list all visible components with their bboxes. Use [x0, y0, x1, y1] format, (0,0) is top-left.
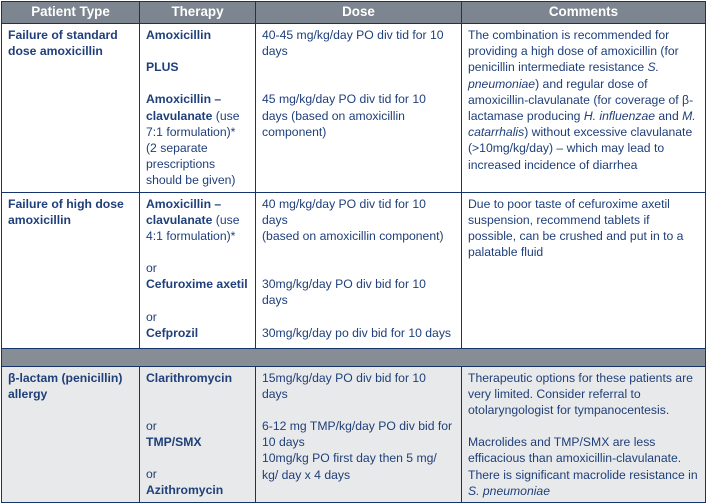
separator-cell	[2, 348, 706, 366]
table-row	[2, 24, 706, 193]
table-row	[2, 192, 706, 348]
comment-italic: M. catarrhalis	[468, 109, 696, 140]
header-patient-type: Patient Type	[2, 2, 140, 24]
dose-cell	[256, 192, 462, 348]
patient-cell	[2, 24, 140, 193]
comment-cell	[462, 366, 706, 502]
comment-cell	[462, 24, 706, 193]
therapy-name: Amoxicillin – clavulanate	[146, 196, 222, 227]
dose-text: 30mg/kg/day po div bid for 10 days	[262, 325, 452, 340]
header-dose: Dose	[256, 2, 462, 24]
comment-text: ) without excessive clavulanate (>10mg/kg/day) – which may lead to increased incidence of diarrhea	[468, 125, 693, 172]
comment-italic: S. pneumoniae	[468, 483, 550, 498]
comment-cell	[462, 192, 706, 348]
plus-label: PLUS	[146, 60, 179, 75]
dose-text: 30mg/kg/day PO div bid for 10 days	[262, 277, 426, 308]
or-label: or	[146, 467, 157, 482]
therapy-name: Azithromycin	[146, 483, 224, 498]
dose-cell	[256, 366, 462, 502]
therapy-note: (use 7:1 formulation)* (2 separate prescriptions should be given)	[146, 108, 240, 188]
therapy-note: (use 4:1 formulation)*	[146, 212, 240, 244]
dose-text: 6-12 mg TMP/kg/day PO div bid for 10 days	[262, 419, 453, 450]
comment-text: Macrolides and TMP/SMX are less efficacious than amoxicillin-clavulanate. There is significant macrolide resistance in	[468, 435, 698, 482]
patient-cell	[2, 366, 140, 502]
comment-text: Therapeutic options for these patients are very limited. Consider referral to otolaryngologist for tympanocentesis.	[468, 370, 693, 418]
comment-italic: H. influenzae	[583, 109, 655, 124]
comment-text: The combination is recommended for providing a high dose of amoxicillin (for penicillin intermediate resistance	[468, 28, 679, 75]
therapy-name: Amoxicillin	[146, 28, 212, 42]
dose-cell	[256, 24, 462, 193]
dose-text: 45 mg/kg/day PO div tid for 10 days (based on amoxicillin component)	[262, 92, 426, 139]
patient-type: β-lactam (penicillin) allergy	[8, 370, 123, 401]
therapy-name: Clarithromycin	[146, 370, 233, 385]
therapy-name: Cefprozil	[146, 325, 199, 340]
therapy-cell	[140, 24, 256, 193]
therapy-name: TMP/SMX	[146, 435, 202, 450]
comment-italic: S. pneumoniae	[468, 60, 660, 91]
comment-text: and	[655, 109, 683, 124]
or-label: or	[146, 261, 157, 276]
patient-cell	[2, 192, 140, 348]
therapy-name: Amoxicillin – clavulanate	[146, 92, 222, 123]
comment-text: Due to poor taste of cefuroxime axetil suspension, recommend tablets if possible, can be crushed and put in to a palatable fluid	[468, 196, 684, 260]
patient-type: Failure of high dose amoxicillin	[8, 196, 124, 227]
table-row	[2, 366, 706, 502]
or-label: or	[146, 309, 157, 324]
comment-text: ) and regular dose of amoxicillin-clavulanate (for coverage of β-lactamase producing	[468, 76, 694, 124]
dose-text: 10mg/kg PO first day then 5 mg/ kg/ day x 4 days	[262, 451, 437, 482]
separator-band	[2, 348, 706, 366]
dose-text: (based on amoxicillin component)	[262, 229, 444, 244]
therapy-name: Cefuroxime axetil	[146, 277, 248, 292]
header-row	[2, 2, 706, 24]
dose-text: 40 mg/kg/day PO div tid for 10 days	[262, 196, 426, 227]
patient-type: Failure of standard dose amoxicillin	[8, 28, 118, 59]
therapy-table	[1, 1, 706, 503]
header-therapy: Therapy	[140, 2, 256, 24]
dose-text: 40-45 mg/kg/day PO div tid for 10 days	[262, 28, 444, 59]
therapy-cell	[140, 366, 256, 502]
therapy-cell	[140, 192, 256, 348]
dose-text: 15mg/kg/day PO div bid for 10 days	[262, 370, 426, 401]
header-comments: Comments	[462, 2, 706, 24]
or-label: or	[146, 418, 157, 433]
